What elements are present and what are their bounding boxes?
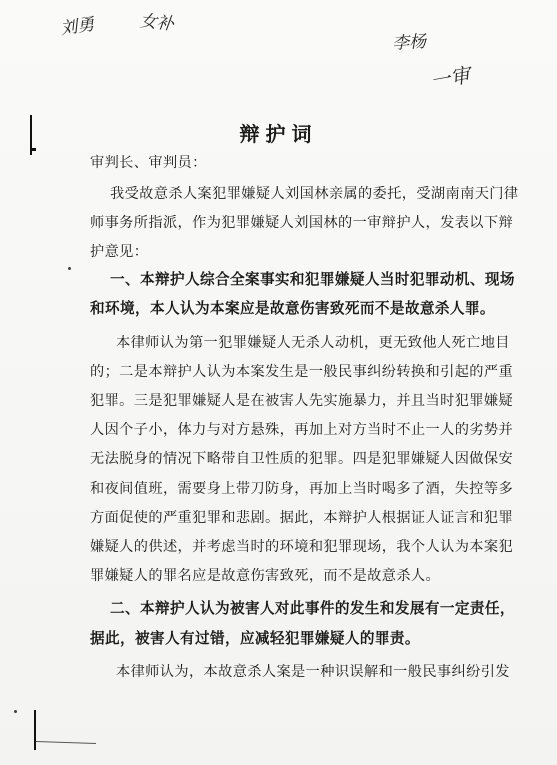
section-heading: 二、本辩护人认为被害人对此事件的发生和发展有一定责任， (110, 600, 515, 617)
margin-mark (34, 710, 36, 750)
text-line: 的；二是本辩护人认为本案发生是一般民事纠纷转换和引起的严重 (90, 364, 514, 380)
handwritten-annotation: 李杨 (391, 31, 427, 55)
document-title: 辩护词 (239, 122, 318, 146)
margin-mark (30, 148, 36, 151)
text-line: 护意见： (90, 244, 149, 260)
text-line: 无法脱身的情况下略带自卫性质的犯罪。四是犯罪嫌疑人因做保安 (90, 451, 514, 467)
section-heading: 和环境，本人认为本案应是故意伤害致死而不是故意杀人罪。 (90, 300, 495, 317)
text-line: 本律师认为，本故意杀人案是一种识误解和一般民事纠纷引发 (116, 664, 510, 680)
text-line: 嫌疑人的供述，并考虑当时的环境和犯罪现场，我个人认为本案犯 (90, 539, 514, 555)
salutation: 审判长、审判员： (90, 155, 207, 171)
text-line: 方面促使的严重犯罪和悲剧。据此，本辩护人根据证人证言和犯罪 (90, 510, 514, 526)
text-line: 和夜间值班，需要身上带刀防身，再加上当时喝多了酒，失控等多 (90, 481, 514, 497)
text-line: 我受故意杀人案犯罪嫌疑人刘国林亲属的委托，受湖南南天门律 (110, 186, 519, 202)
handwritten-annotation: 一审 (428, 62, 473, 94)
text-line: 本律师认为第一犯罪嫌疑人无杀人动机，更无致他人死亡地目 (116, 335, 510, 351)
section-heading: 一、本辩护人综合全案事实和犯罪嫌疑人当时犯罪动机、现场 (110, 271, 515, 288)
margin-mark (36, 741, 96, 744)
handwritten-annotation: 女补 (138, 11, 175, 35)
text-line: 罪嫌疑人的罪名应是故意伤害致死，而不是故意杀人。 (90, 568, 441, 584)
scan-speck (68, 267, 71, 270)
handwritten-annotation: 刘勇 (59, 14, 96, 40)
text-line: 师事务所指派，作为犯罪嫌疑人刘国林的一审辩护人，发表以下辩 (90, 215, 514, 231)
text-line: 犯罪。三是犯罪嫌疑人是在被害人先实施暴力，并且当时犯罪嫌疑 (90, 393, 514, 409)
scan-speck (14, 710, 17, 713)
text-line: 人因个子小，体力与对方悬殊，再加上对方当时不止一人的劣势并 (90, 422, 514, 438)
section-heading: 据此，被害人有过错，应减轻犯罪嫌疑人的罪责。 (90, 630, 420, 647)
